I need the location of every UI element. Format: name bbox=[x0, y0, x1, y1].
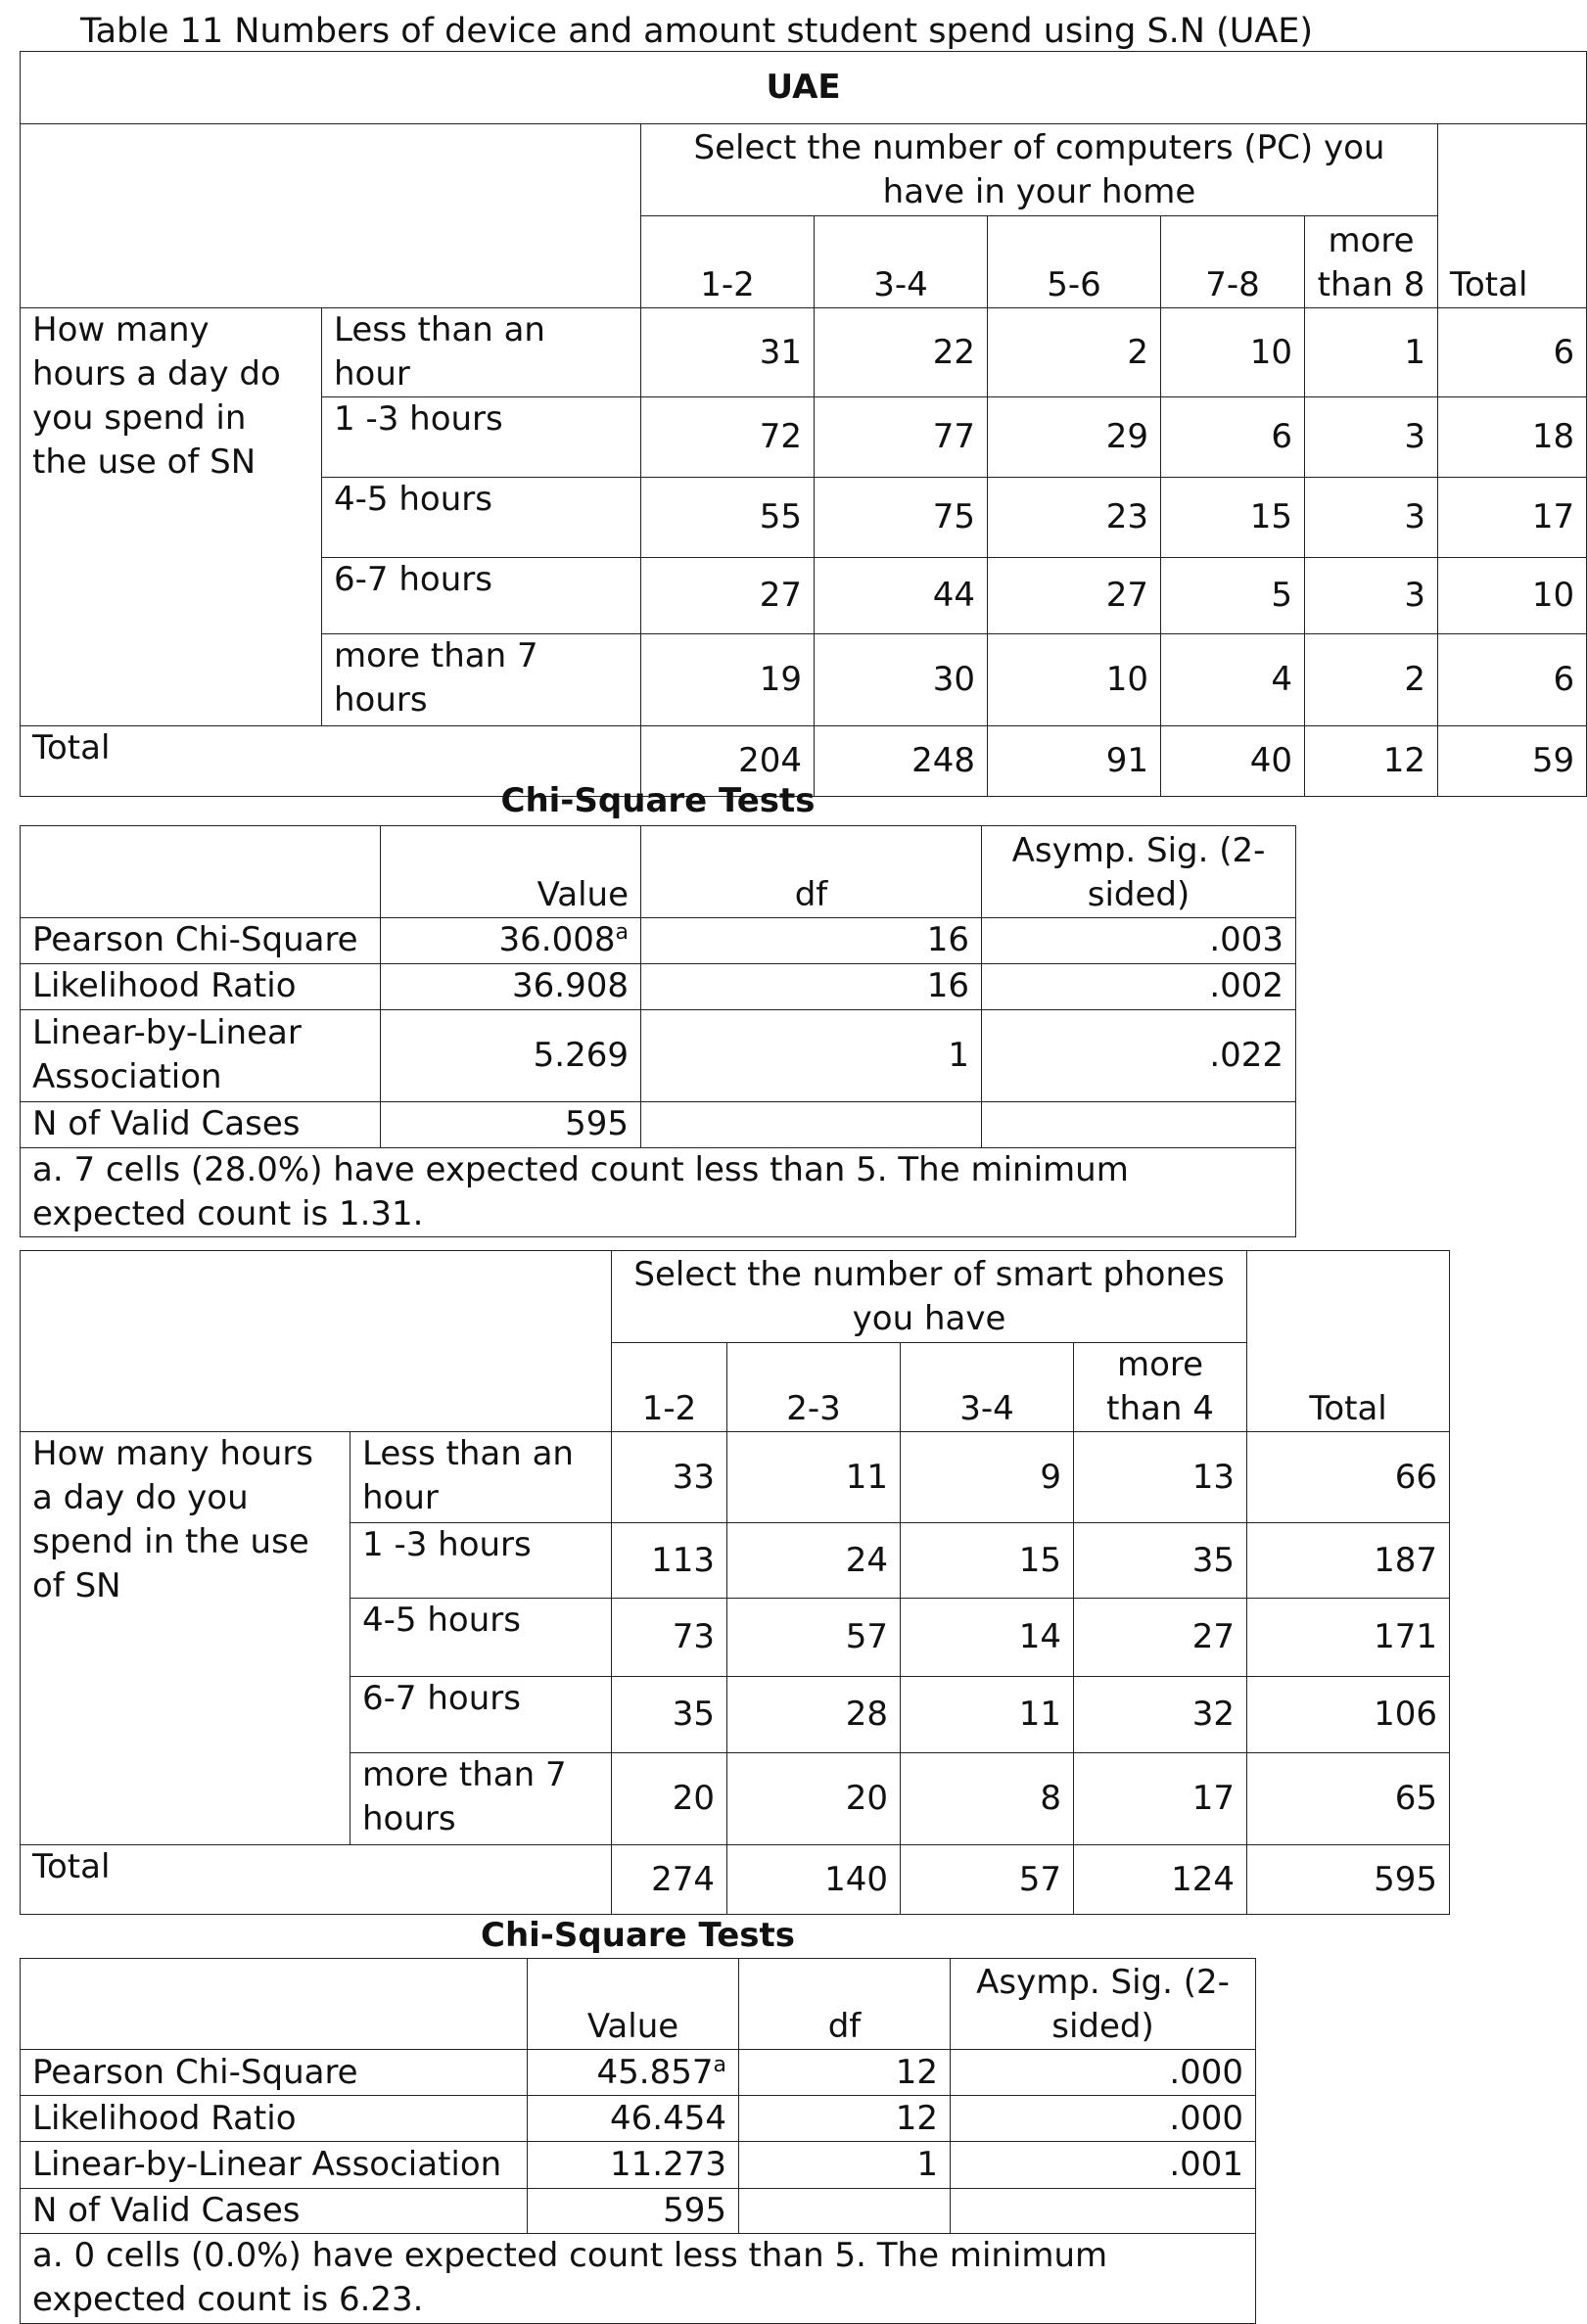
col-header: more than 8 bbox=[1305, 216, 1438, 308]
total-col-header: Total bbox=[1438, 124, 1587, 308]
grand-total: 595 bbox=[1247, 1845, 1450, 1915]
stat-sig: .001 bbox=[951, 2142, 1256, 2189]
stat-sig: .022 bbox=[982, 1009, 1296, 1101]
stat-label: Pearson Chi-Square bbox=[21, 2050, 528, 2096]
cell-value: 57 bbox=[727, 1599, 901, 1677]
col-header: 3-4 bbox=[815, 216, 988, 308]
row-label: 6-7 hours bbox=[322, 558, 641, 634]
value-header: Value bbox=[381, 825, 641, 917]
chi-square-table-2 bbox=[20, 1914, 1256, 2324]
row-total: 6 bbox=[1438, 308, 1587, 397]
stat-sig: .000 bbox=[951, 2050, 1256, 2096]
cell-value: 30 bbox=[815, 634, 988, 726]
table-row bbox=[21, 1009, 1296, 1101]
cell-value: 15 bbox=[901, 1523, 1074, 1599]
cell-value: 32 bbox=[1074, 1677, 1247, 1753]
cell-value: 35 bbox=[1074, 1523, 1247, 1599]
col-header: 3-4 bbox=[901, 1343, 1074, 1432]
row-total: 66 bbox=[1247, 1432, 1450, 1523]
stat-value: 595 bbox=[528, 2189, 739, 2234]
cell-value: 28 bbox=[727, 1677, 901, 1753]
row-label: 4-5 hours bbox=[322, 478, 641, 558]
table-row bbox=[21, 1432, 1450, 1523]
stat-sig: .003 bbox=[982, 917, 1296, 963]
table-row bbox=[21, 963, 1296, 1009]
column-total: 12 bbox=[1305, 726, 1438, 797]
cell-value: 17 bbox=[1074, 1753, 1247, 1845]
cell-value: 2 bbox=[988, 308, 1161, 397]
cell-value: 14 bbox=[901, 1599, 1074, 1677]
cell-value: 9 bbox=[901, 1432, 1074, 1523]
corner-cell bbox=[21, 1251, 612, 1432]
column-total: 204 bbox=[641, 726, 815, 797]
chi-square-title: Chi-Square Tests bbox=[21, 778, 1296, 825]
cell-value: 44 bbox=[815, 558, 988, 634]
table-row bbox=[21, 2050, 1256, 2096]
column-total: 124 bbox=[1074, 1845, 1247, 1915]
chi-corner bbox=[21, 1959, 528, 2050]
cell-value: 20 bbox=[727, 1753, 901, 1845]
col-header: 7-8 bbox=[1161, 216, 1305, 308]
cell-value: 10 bbox=[1161, 308, 1305, 397]
row-label: more than 7 hours bbox=[322, 634, 641, 726]
cell-value: 1 bbox=[1305, 308, 1438, 397]
stat-label: N of Valid Cases bbox=[21, 2189, 528, 2234]
row-total: 10 bbox=[1438, 558, 1587, 634]
stat-label: Pearson Chi-Square bbox=[21, 917, 381, 963]
chi-corner bbox=[21, 825, 381, 917]
cell-value: 29 bbox=[988, 397, 1161, 478]
stat-value: 11.273 bbox=[528, 2142, 739, 2189]
cell-value: 33 bbox=[612, 1432, 727, 1523]
cell-value: 31 bbox=[641, 308, 815, 397]
column-total: 140 bbox=[727, 1845, 901, 1915]
col-group-header: Select the number of smart phones you have bbox=[612, 1251, 1247, 1343]
cell-value: 27 bbox=[641, 558, 815, 634]
stat-df: 16 bbox=[641, 917, 982, 963]
row-total: 65 bbox=[1247, 1753, 1450, 1845]
row-total: 187 bbox=[1247, 1523, 1450, 1599]
sig-header: Asymp. Sig. (2-sided) bbox=[982, 825, 1296, 917]
cell-value: 19 bbox=[641, 634, 815, 726]
corner-cell bbox=[21, 124, 641, 308]
stat-df: 12 bbox=[739, 2096, 951, 2142]
stat-value: 46.454 bbox=[528, 2096, 739, 2142]
cell-value: 11 bbox=[727, 1432, 901, 1523]
column-total: 40 bbox=[1161, 726, 1305, 797]
stat-df bbox=[739, 2189, 951, 2234]
stat-sig bbox=[951, 2189, 1256, 2234]
chi-square-title: Chi-Square Tests bbox=[21, 1914, 1256, 1959]
row-label: more than 7 hours bbox=[350, 1753, 612, 1845]
col-header: more than 4 bbox=[1074, 1343, 1247, 1432]
stat-label: Linear-by-Linear Association bbox=[21, 1009, 381, 1101]
row-label: 6-7 hours bbox=[350, 1677, 612, 1753]
table-row bbox=[21, 2142, 1256, 2189]
cell-value: 27 bbox=[1074, 1599, 1247, 1677]
stat-df bbox=[641, 1101, 982, 1147]
cell-value: 5 bbox=[1161, 558, 1305, 634]
col-header: 2-3 bbox=[727, 1343, 901, 1432]
cell-value: 6 bbox=[1161, 397, 1305, 478]
cell-value: 35 bbox=[612, 1677, 727, 1753]
table-caption: Table 11 Numbers of device and amount student spend using S.N (UAE) bbox=[80, 12, 1314, 51]
row-group-header: How many hours a day do you spend in the use of SN bbox=[21, 1432, 350, 1845]
stat-label: Likelihood Ratio bbox=[21, 963, 381, 1009]
cell-value: 2 bbox=[1305, 634, 1438, 726]
stat-df: 1 bbox=[641, 1009, 982, 1101]
stat-df: 16 bbox=[641, 963, 982, 1009]
stat-df: 12 bbox=[739, 2050, 951, 2096]
cell-value: 24 bbox=[727, 1523, 901, 1599]
col-header: 1-2 bbox=[612, 1343, 727, 1432]
cell-value: 72 bbox=[641, 397, 815, 478]
cell-value: 3 bbox=[1305, 397, 1438, 478]
cell-value: 55 bbox=[641, 478, 815, 558]
footnote-marker: a bbox=[615, 920, 629, 945]
col-header: 1-2 bbox=[641, 216, 815, 308]
row-total: 18 bbox=[1438, 397, 1587, 478]
cell-value: 73 bbox=[612, 1599, 727, 1677]
stat-df: 1 bbox=[739, 2142, 951, 2189]
stat-label: Likelihood Ratio bbox=[21, 2096, 528, 2142]
row-total: 17 bbox=[1438, 478, 1587, 558]
cell-value: 4 bbox=[1161, 634, 1305, 726]
stat-label: Linear-by-Linear Association bbox=[21, 2142, 528, 2189]
df-header: df bbox=[739, 1959, 951, 2050]
row-total: 6 bbox=[1438, 634, 1587, 726]
totals-row bbox=[21, 1845, 1450, 1915]
cell-value: 8 bbox=[901, 1753, 1074, 1845]
row-label: 1 -3 hours bbox=[322, 397, 641, 478]
cell-value: 75 bbox=[815, 478, 988, 558]
computers-crosstab bbox=[20, 51, 1587, 797]
row-label: 1 -3 hours bbox=[350, 1523, 612, 1599]
column-total: 91 bbox=[988, 726, 1161, 797]
cell-value: 20 bbox=[612, 1753, 727, 1845]
cell-value: 27 bbox=[988, 558, 1161, 634]
df-header: df bbox=[641, 825, 982, 917]
table-row bbox=[21, 2189, 1256, 2234]
table-row bbox=[21, 1101, 1296, 1147]
row-label: 4-5 hours bbox=[350, 1599, 612, 1677]
value-header: Value bbox=[528, 1959, 739, 2050]
row-total: 106 bbox=[1247, 1677, 1450, 1753]
country-header: UAE bbox=[21, 52, 1587, 124]
chi-square-headers bbox=[21, 825, 1296, 917]
chi-square-headers bbox=[21, 1959, 1256, 2050]
stat-sig bbox=[982, 1101, 1296, 1147]
cell-value: 22 bbox=[815, 308, 988, 397]
totals-label: Total bbox=[21, 726, 641, 797]
table-row bbox=[21, 2096, 1256, 2142]
column-total: 57 bbox=[901, 1845, 1074, 1915]
cell-value: 3 bbox=[1305, 558, 1438, 634]
stat-value: 36.008$^a$ bbox=[381, 917, 641, 963]
stat-sig: .002 bbox=[982, 963, 1296, 1009]
cell-value: 113 bbox=[612, 1523, 727, 1599]
cell-value: 13 bbox=[1074, 1432, 1247, 1523]
table-row bbox=[21, 917, 1296, 963]
cell-value: 11 bbox=[901, 1677, 1074, 1753]
stat-value: 45.857$^a$ bbox=[528, 2050, 739, 2096]
col-group-header: Select the number of computers (PC) you have in your home bbox=[641, 124, 1438, 216]
column-total: 274 bbox=[612, 1845, 727, 1915]
cell-value: 10 bbox=[988, 634, 1161, 726]
footnote-marker: a bbox=[713, 2052, 726, 2077]
cell-value: 77 bbox=[815, 397, 988, 478]
chi-square-footnote: a. 0 cells (0.0%) have expected count less than 5. The minimum expected count is 6.23. bbox=[21, 2234, 1256, 2324]
stat-value: 595 bbox=[381, 1101, 641, 1147]
row-label: Less than an hour bbox=[350, 1432, 612, 1523]
stat-value: 5.269 bbox=[381, 1009, 641, 1101]
sig-header: Asymp. Sig. (2-sided) bbox=[951, 1959, 1256, 2050]
table-row bbox=[21, 308, 1587, 397]
row-total: 171 bbox=[1247, 1599, 1450, 1677]
stat-sig: .000 bbox=[951, 2096, 1256, 2142]
cell-value: 23 bbox=[988, 478, 1161, 558]
cell-value: 15 bbox=[1161, 478, 1305, 558]
stat-value: 36.908 bbox=[381, 963, 641, 1009]
chi-square-table-1 bbox=[20, 778, 1296, 1237]
computers-crosstab-wrap bbox=[20, 51, 1575, 780]
smartphones-crosstab bbox=[20, 1250, 1450, 1915]
row-group-header: How many hours a day do you spend in the use of SN bbox=[21, 308, 322, 726]
totals-label: Total bbox=[21, 1845, 612, 1915]
row-label: Less than an hour bbox=[322, 308, 641, 397]
col-header: 5-6 bbox=[988, 216, 1161, 308]
stat-label: N of Valid Cases bbox=[21, 1101, 381, 1147]
grand-total: 59 bbox=[1438, 726, 1587, 797]
total-col-header: Total bbox=[1247, 1251, 1450, 1432]
chi-square-footnote: a. 7 cells (28.0%) have expected count less than 5. The minimum expected count is 1.31. bbox=[21, 1147, 1296, 1236]
cell-value: 3 bbox=[1305, 478, 1438, 558]
column-total: 248 bbox=[815, 726, 988, 797]
